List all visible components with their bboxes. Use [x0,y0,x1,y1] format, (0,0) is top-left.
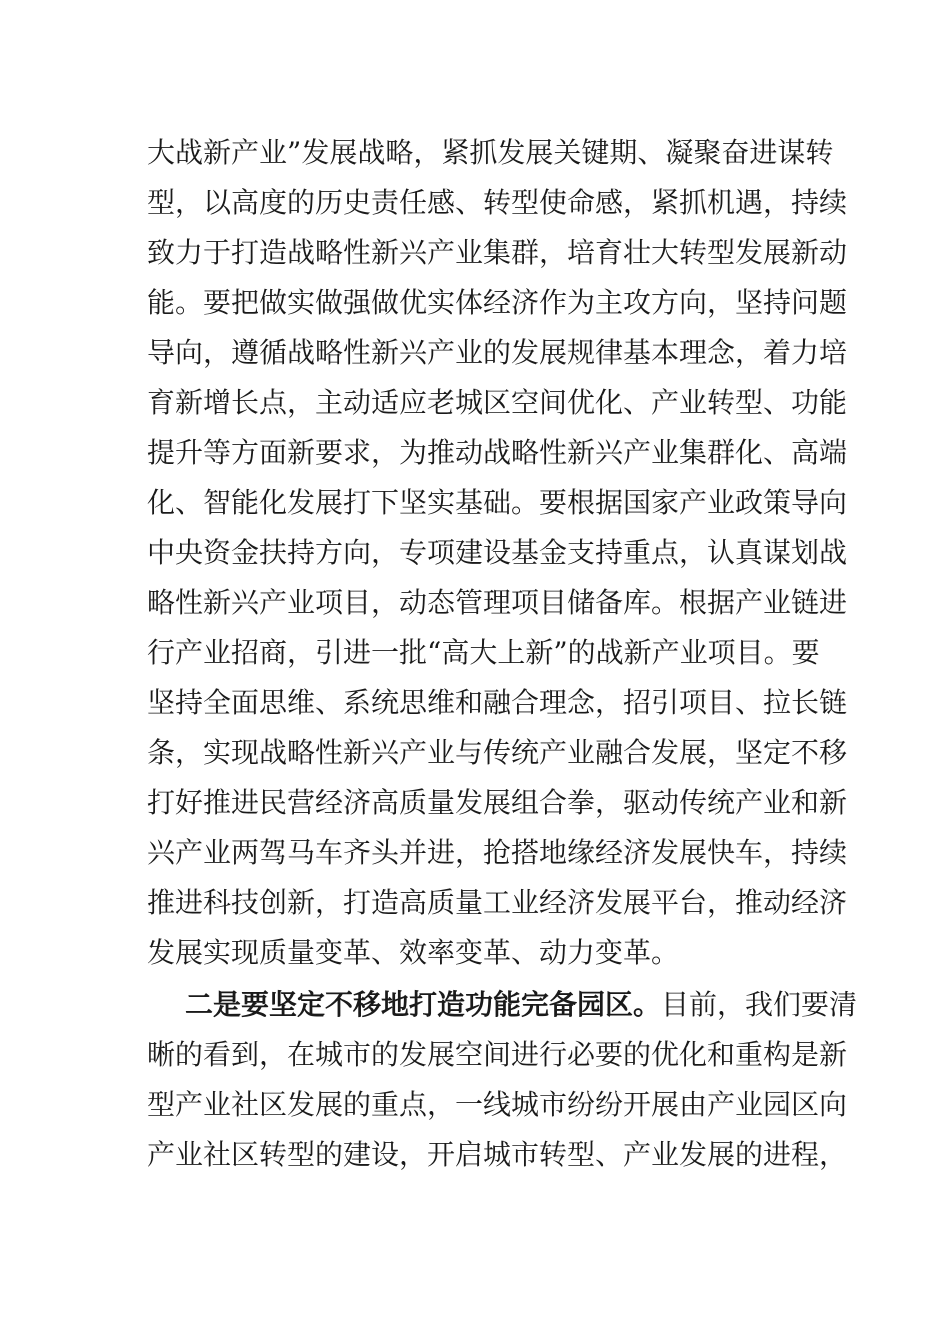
paragraph-line: 大战新产业”发展战略，紧抓发展关键期、凝聚奋进谋转 [147,136,834,169]
paragraph-line: 打好推进民营经济高质量发展组合拳，驱动传统产业和新 [147,786,848,819]
paragraph-line: 条，实现战略性新兴产业与传统产业融合发展，坚定不移 [147,736,848,769]
paragraph-line: 导向，遵循战略性新兴产业的发展规律基本理念，着力培 [147,336,848,369]
paragraph-line-rest: 目前，我们要清 [661,988,858,1021]
paragraph-line: 致力于打造战略性新兴产业集群，培育壮大转型发展新动 [147,236,848,269]
paragraph-line: 推进科技创新，打造高质量工业经济发展平台，推动经济 [147,886,848,919]
paragraph-line: 育新增长点，主动适应老城区空间优化、产业转型、功能 [147,386,848,419]
paragraph-line: 产业社区转型的建设，开启城市转型、产业发展的进程， [147,1138,848,1171]
paragraph-line: 能。要把做实做强做优实体经济作为主攻方向，坚持问题 [147,286,848,319]
paragraph-line: 型，以高度的历史责任感、转型使命感，紧抓机遇，持续 [147,186,848,219]
paragraph-line: 型产业社区发展的重点，一线城市纷纷开展由产业园区向 [147,1088,848,1121]
paragraph-line: 晰的看到，在城市的发展空间进行必要的优化和重构是新 [147,1038,848,1071]
paragraph-line: 坚持全面思维、系统思维和融合理念，招引项目、拉长链 [147,686,848,719]
paragraph-first-line [185,985,858,1025]
paragraph-line: 化、智能化发展打下坚实基础。要根据国家产业政策导向 [147,486,848,519]
paragraph-line: 兴产业两驾马车齐头并进，抢搭地缘经济发展快车，持续 [147,836,848,869]
paragraph-line: 发展实现质量变革、效率变革、动力变革。 [147,936,680,969]
paragraph-line: 中央资金扶持方向，专项建设基金支持重点，认真谋划战 [147,536,848,569]
paragraph-line: 行产业招商，引进一批“高大上新”的战新产业项目。要 [147,636,820,669]
paragraph-line: 略性新兴产业项目，动态管理项目储备库。根据产业链进 [147,586,848,619]
paragraph-line: 提升等方面新要求，为推动战略性新兴产业集群化、高端 [147,436,848,469]
section-heading: 二是要坚定不移地打造功能完备园区。 [185,988,662,1021]
